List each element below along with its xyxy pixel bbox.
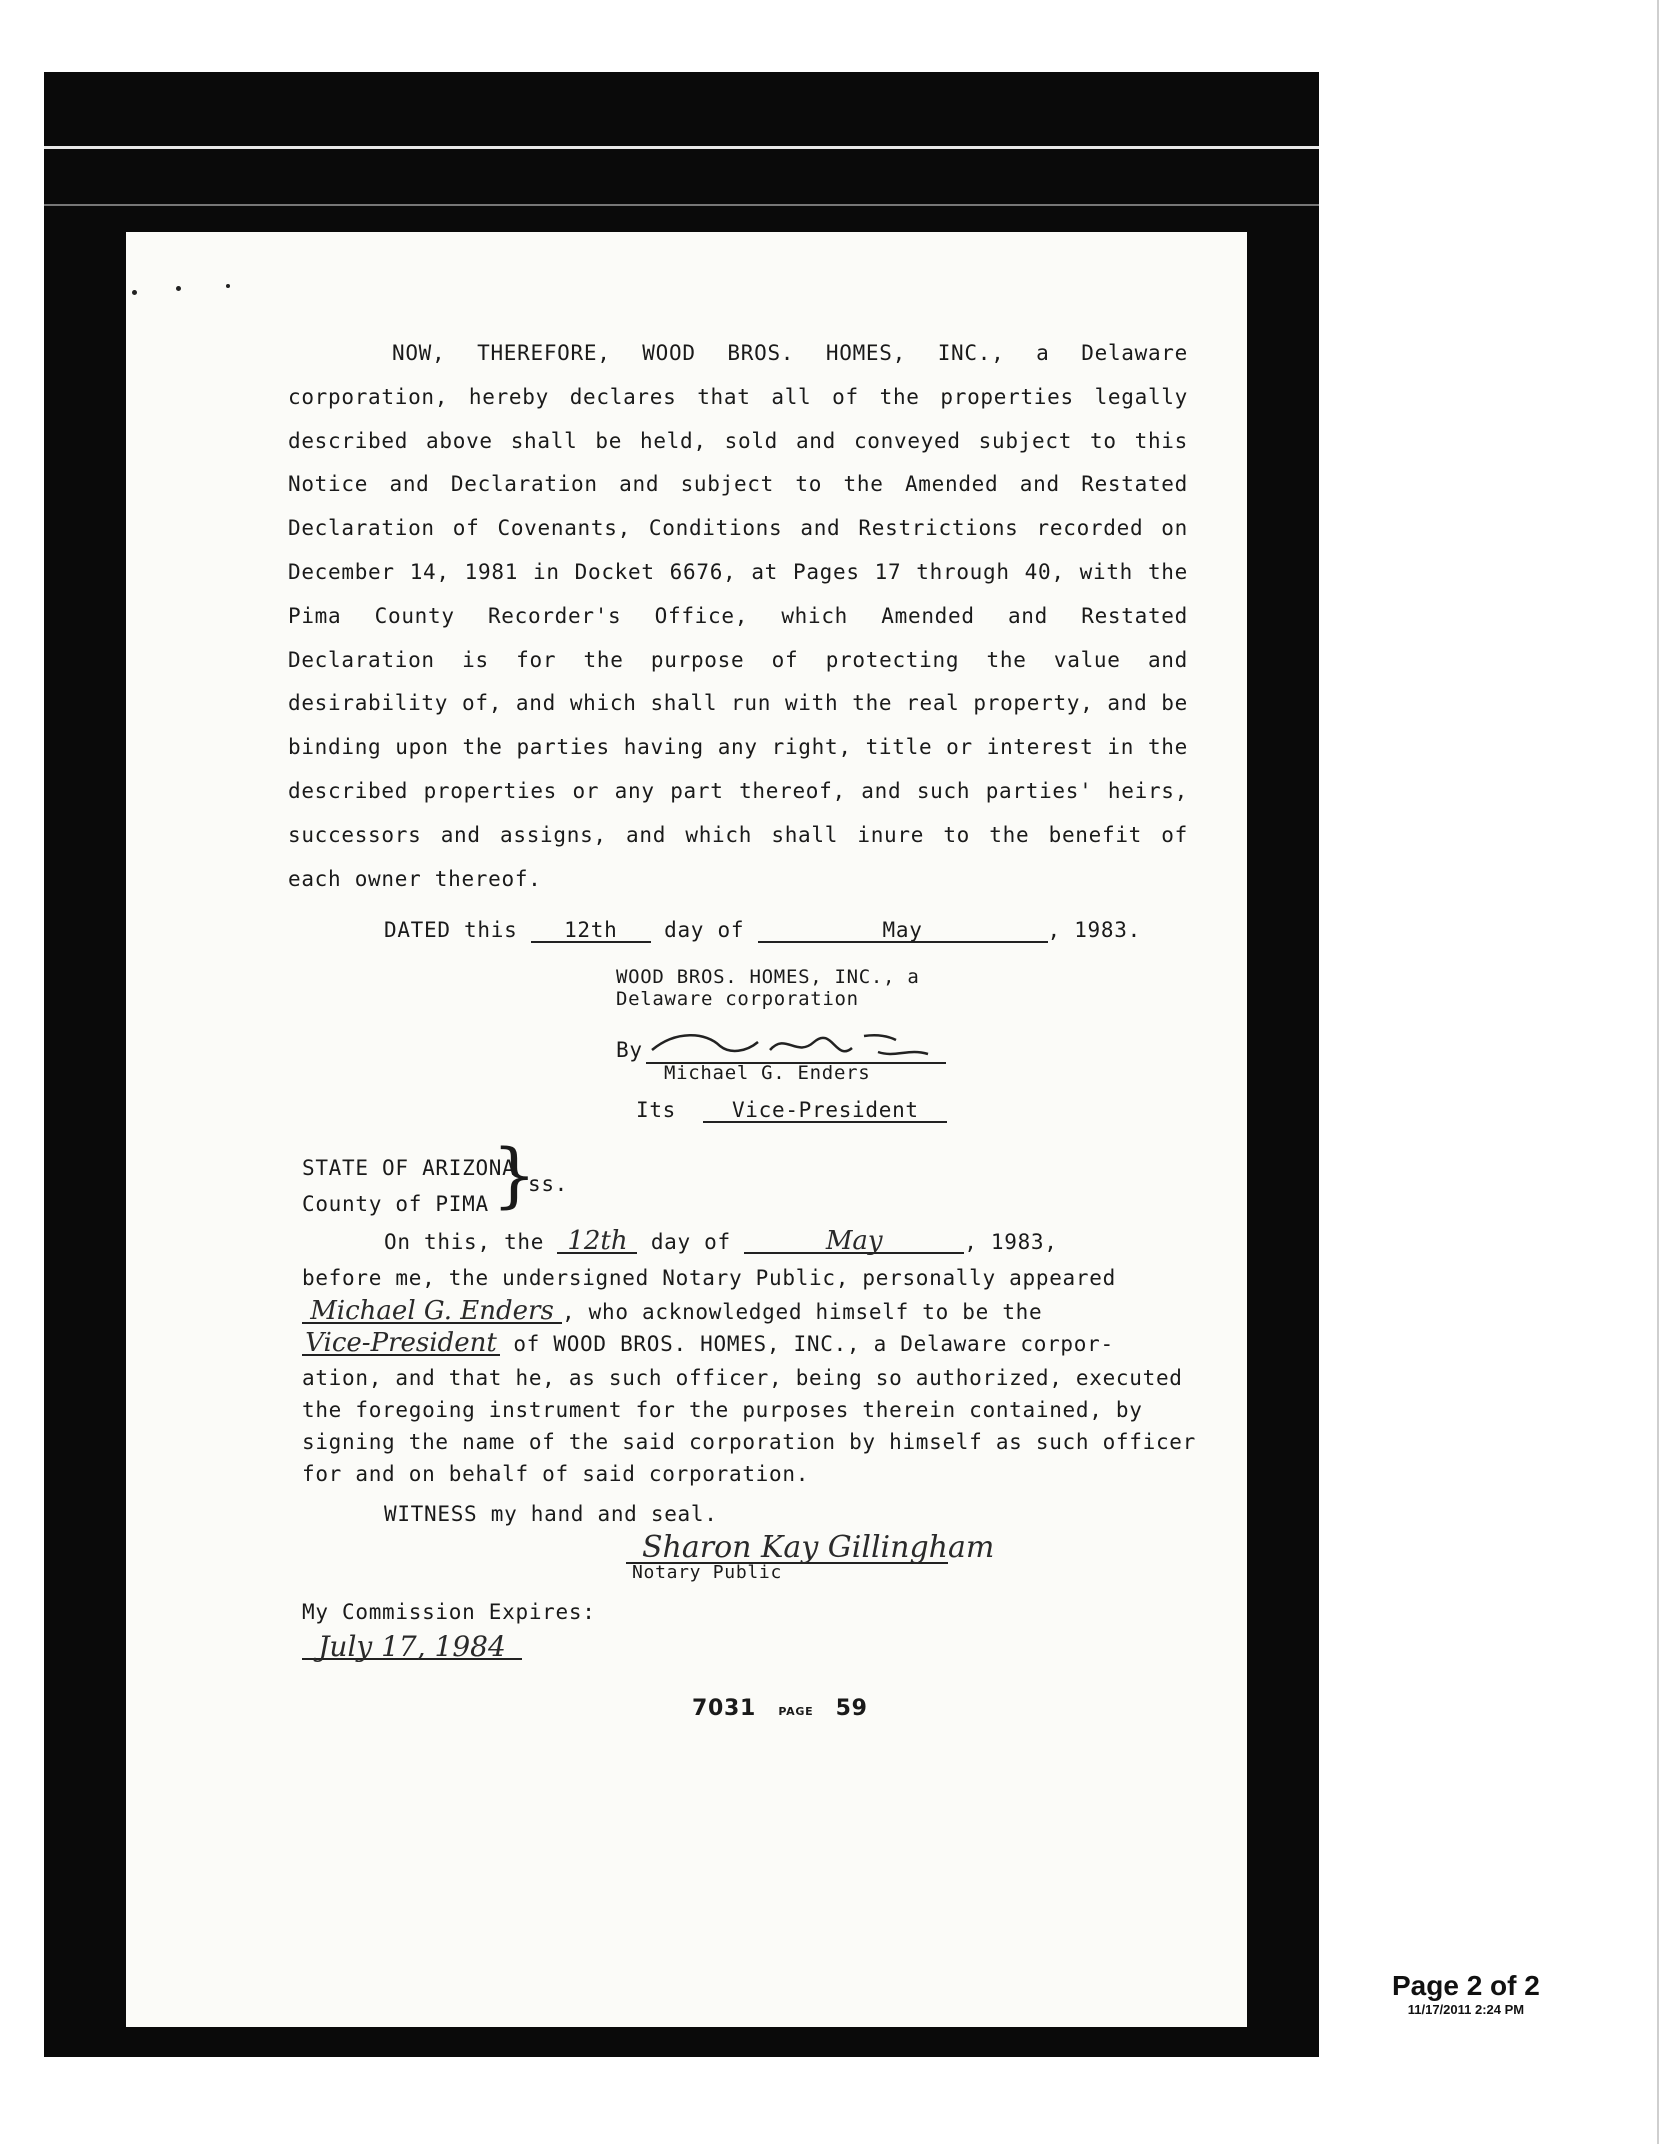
ack-line-4-rest: of WOOD BROS. HOMES, INC., a Delaware corpor-: [513, 1332, 1114, 1356]
ack-year: , 1983,: [964, 1230, 1058, 1254]
commission-date-line: [302, 1630, 522, 1663]
by-label: By: [616, 1038, 643, 1062]
scan-frame: [44, 72, 1319, 2057]
scan-speck: [226, 284, 230, 288]
signer-name: Michael G. Enders: [664, 1062, 871, 1084]
witness-line: WITNESS my hand and seal.: [384, 1502, 718, 1526]
venue-state: STATE OF ARIZONA: [302, 1156, 516, 1180]
page-footer: [1392, 1970, 1540, 2017]
page-edge-line: [1657, 0, 1659, 2144]
company-name-block: [616, 966, 919, 1010]
dated-year: , 1983.: [1047, 918, 1141, 942]
commission-date-handwritten: July 17, 1984: [302, 1636, 522, 1660]
dated-day: 12th: [531, 919, 651, 943]
dated-line: [384, 918, 1141, 943]
document-page: [126, 232, 1247, 2027]
its-line: [636, 1098, 947, 1123]
ack-name-handwritten: Michael G. Enders: [302, 1300, 562, 1324]
venue-county: County of PIMA: [302, 1192, 489, 1216]
ack-line-6: the foregoing instrument for the purposes therein contained, by: [302, 1398, 1143, 1422]
ack-line-5: ation, and that he, as such officer, being so authorized, executed: [302, 1366, 1183, 1390]
dated-prefix: DATED this: [384, 918, 518, 942]
ack-month-handwritten: May: [744, 1230, 964, 1254]
venue-ss: ss.: [528, 1172, 569, 1196]
company-line-1: WOOD BROS. HOMES, INC., a: [616, 966, 920, 988]
ack-line-4: [302, 1328, 1114, 1358]
stamp-page-label: PAGE: [778, 1705, 814, 1718]
ack-line-3: [302, 1296, 1043, 1326]
scan-speck: [132, 290, 137, 295]
ack-line-8: for and on behalf of said corporation.: [302, 1462, 810, 1486]
ack-line-2: before me, the undersigned Notary Public, personally appeared: [302, 1266, 1116, 1290]
ack-title-handwritten: Vice-President: [302, 1332, 500, 1356]
ack-line-3-rest: , who acknowledged himself to be the: [562, 1300, 1043, 1324]
stamp-page: 59: [835, 1696, 868, 1721]
scan-speck: [176, 286, 181, 291]
page-number: Page 2 of 2: [1392, 1970, 1540, 2001]
company-line-2: Delaware corporation: [616, 988, 859, 1010]
stamp-docket: 7031: [692, 1696, 757, 1721]
notary-label: Notary Public: [632, 1562, 782, 1583]
recording-stamp: [692, 1696, 868, 1721]
notary-signature: Sharon Kay Gillingham: [642, 1530, 995, 1565]
ack-day-handwritten: 12th: [557, 1230, 637, 1254]
officer-title: Vice-President: [703, 1099, 947, 1123]
ack-middle: day of: [650, 1230, 731, 1254]
dated-middle: day of: [664, 918, 745, 942]
venue-brace: }: [492, 1134, 537, 1216]
declaration-paragraph: NOW, THEREFORE, WOOD BROS. HOMES, INC., a Delaware corporation, hereby declares that all of the properties legally described above shall be held, sold and conveyed subject to this Notice and Declaration and subject to the Amended and Restated Declaration of Covenants, Conditions and Restrictions recorded on December 14, 1981 in Docket 6676, at Pages 17 through 40, with the Pima County Recorder's Office, which Amended and Restated Declaration is for the purpose of protecting the value and desirability of, and which shall run with the real property, and be binding upon the parties having any right, title or interest in the described properties or any part thereof, and such parties' heirs, successors and assigns, and which shall inure to the benefit of each owner thereof.: [288, 341, 1188, 891]
its-label: Its: [636, 1098, 677, 1122]
dated-month: May: [758, 919, 1048, 943]
ack-line-7: signing the name of the said corporation by himself as such officer: [302, 1430, 1196, 1454]
print-timestamp: 11/17/2011 2:24 PM: [1407, 2002, 1525, 2017]
commission-label: My Commission Expires:: [302, 1600, 596, 1624]
ack-prefix: On this, the: [384, 1230, 545, 1254]
ack-line-1: [384, 1226, 1058, 1256]
